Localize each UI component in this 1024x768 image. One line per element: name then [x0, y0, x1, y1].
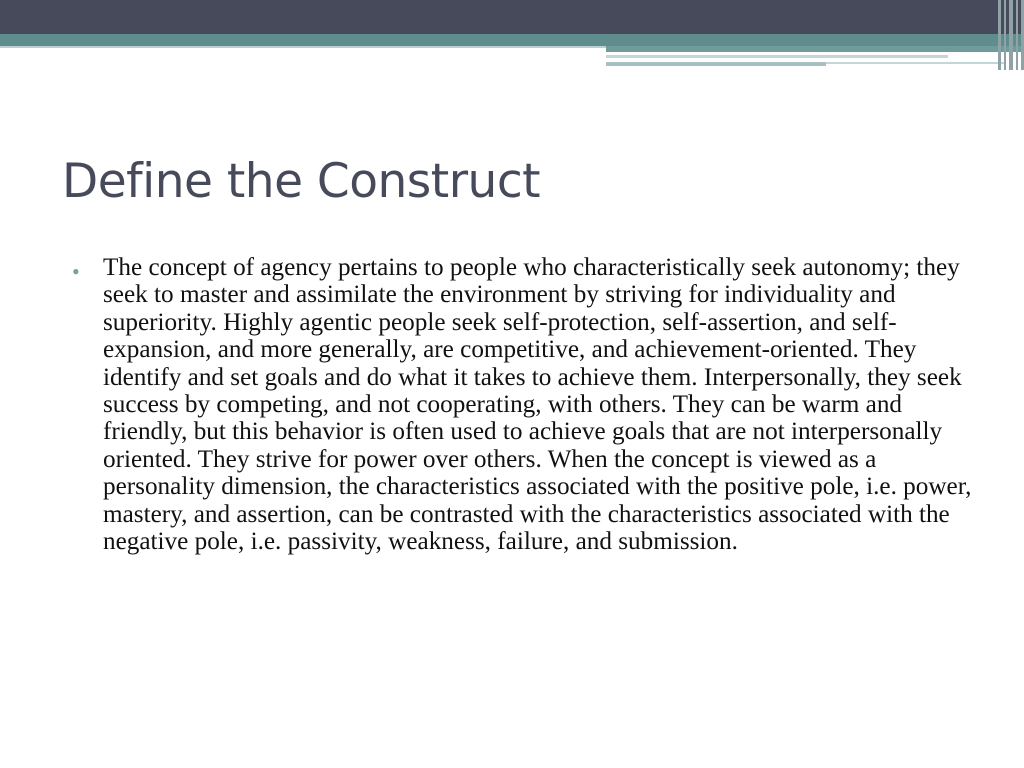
- bullet-text: The concept of agency pertains to people who characteristically seek autonomy; they seek to master and assimilate the environment by striving for individuality and superiority. Highly agentic people seek self-protection, self-assertion, and self-expansion, and more generally, are competitive, and achievement-oriented. They identify and set goals and do what it takes to achieve them. Interpersonally, they seek success by competing, and not cooperating, with others. They can be warm and friendly, but this behavior is often used to achieve goals that are not interpersonally oriented. They strive for power over others. When the concept is viewed as a personality dimension, the characteristics associated with the positive pole, i.e. power, mastery, and assertion, can be contrasted with the characteristics associated with the negative pole, i.e. passivity, weakness, failure, and submission.: [103, 254, 972, 556]
- header-accent-line: [606, 62, 826, 66]
- header-band-teal: [0, 34, 1024, 46]
- slide-title: Define the Construct: [62, 154, 541, 209]
- header-accent-line: [826, 62, 1006, 64]
- header-vertical-bar: [1004, 0, 1006, 70]
- header-vertical-bar: [1016, 0, 1018, 70]
- header-band-dark: [0, 0, 1024, 34]
- header-accent-line: [606, 55, 948, 58]
- bullet-item: [72, 254, 972, 555]
- header-vertical-bars: [994, 0, 1024, 70]
- bullet-marker: •: [72, 259, 80, 284]
- bullet-list: [72, 254, 972, 555]
- header-vertical-bar: [998, 0, 1001, 70]
- header-accent-step: [606, 46, 1024, 52]
- header-vertical-bar: [1009, 0, 1013, 70]
